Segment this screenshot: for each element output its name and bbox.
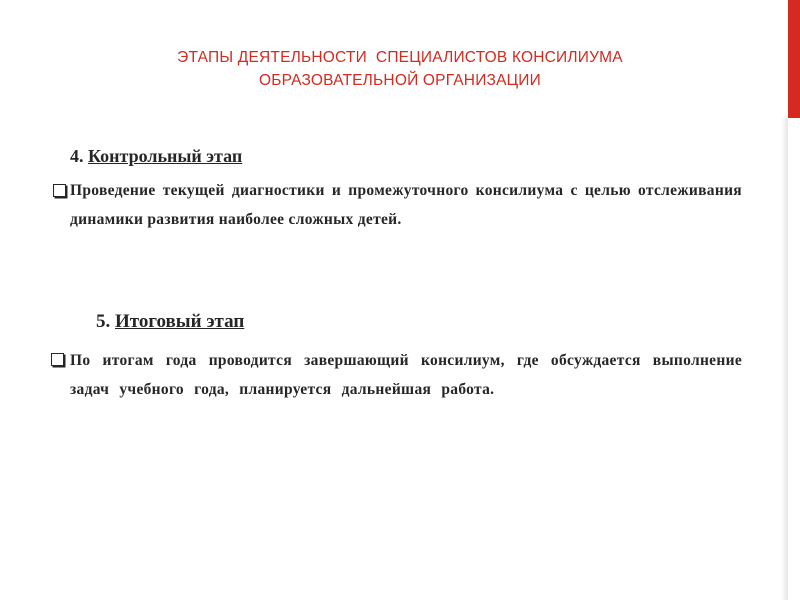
section-5-number: 5. [96, 311, 111, 332]
section-4-number: 4. [70, 146, 84, 166]
checkbox-bullet-icon [51, 353, 64, 366]
title-line-1: ЭТАПЫ ДЕЯТЕЛЬНОСТИ СПЕЦИАЛИСТОВ КОНСИЛИУМА [177, 49, 623, 66]
section-4-text: Проведение текущей диагностики и промежуточного консилиума с целью отслеживания динамики развития наиболее сложных детей. [70, 182, 742, 228]
section-4-heading [70, 146, 242, 167]
edge-shadow [781, 118, 788, 600]
checkbox-bullet-icon [53, 184, 66, 197]
section-5-heading [96, 311, 244, 333]
section-5-title: Итоговый этап [115, 311, 245, 332]
section-5-text: По итогам года проводится завершающий консилиум, где обсуждается выполнение задач учебного года, планируется дальнейшая работа. [70, 352, 742, 398]
accent-bar [788, 0, 800, 118]
title-line-2: ОБРАЗОВАТЕЛЬНОЙ ОРГАНИЗАЦИИ [258, 72, 541, 89]
section-4-title: Контрольный этап [88, 146, 243, 166]
slide-title [60, 46, 740, 92]
